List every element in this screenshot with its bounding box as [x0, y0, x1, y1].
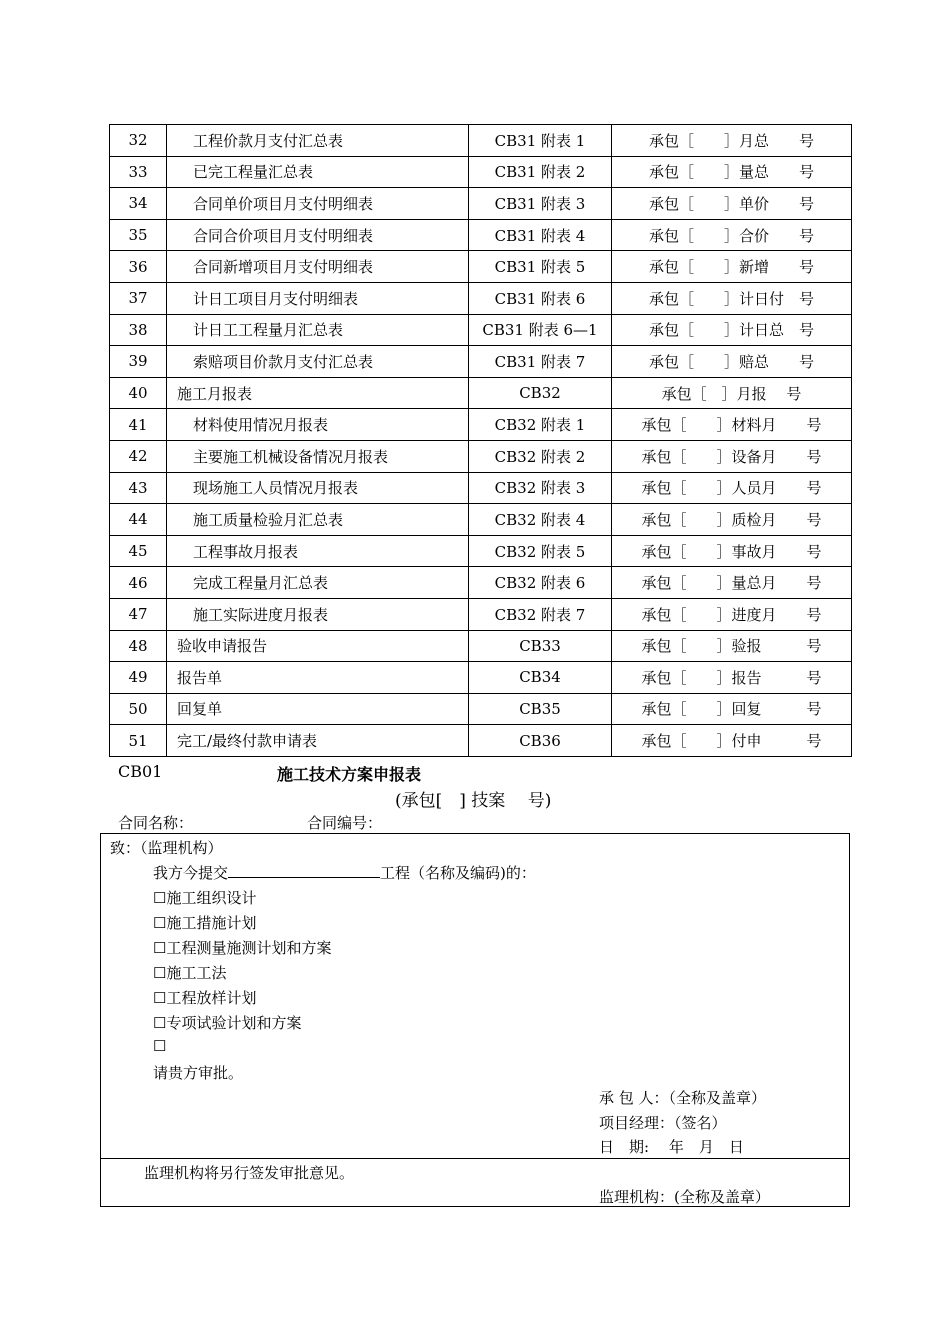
form-ref-number: 承包［ ］计日付 号 — [612, 282, 852, 314]
form-code-cell: CB31 附表 7 — [469, 346, 612, 378]
form-code-cell: CB36 — [469, 725, 612, 757]
form-ref-number: 承包［ ］质检月 号 — [612, 504, 852, 536]
table-row — [110, 598, 852, 630]
form-name: 回复单 — [167, 693, 469, 725]
submit-suffix: 工程（名称及编码)的： — [380, 864, 536, 882]
table-row — [110, 377, 852, 409]
application-form-box — [100, 833, 850, 1207]
form-code-cell: CB32 附表 1 — [469, 409, 612, 441]
form-code-cell: CB34 — [469, 662, 612, 694]
form-name: 现场施工人员情况月报表 — [167, 472, 469, 504]
form-name: 施工质量检验月汇总表 — [167, 504, 469, 536]
form-ref-number: 承包［ ］新增 号 — [612, 251, 852, 283]
option-construction-method[interactable]: ☐施工工法 — [153, 964, 227, 982]
table-row — [110, 630, 852, 662]
form-name: 工程事故月报表 — [167, 535, 469, 567]
table-row — [110, 188, 852, 220]
form-name: 施工实际进度月报表 — [167, 598, 469, 630]
request-approval-text: 请贵方审批。 — [153, 1064, 244, 1082]
form-ref-number: 承包［ ］量总月 号 — [612, 567, 852, 599]
form-list-table — [109, 124, 852, 757]
option-survey-plan[interactable]: ☐工程测量施测计划和方案 — [153, 939, 332, 957]
contractor-signature-label: 承 包 人：（全称及盖章） — [599, 1089, 767, 1107]
form-name: 合同新增项目月支付明细表 — [167, 251, 469, 283]
row-number: 51 — [110, 725, 167, 757]
row-number: 35 — [110, 219, 167, 251]
form-name: 验收申请报告 — [167, 630, 469, 662]
form-code-cell: CB31 附表 6—1 — [469, 314, 612, 346]
table-row — [110, 504, 852, 536]
table-row — [110, 314, 852, 346]
row-number: 47 — [110, 598, 167, 630]
form-code: CB01 — [118, 762, 163, 781]
option-blank[interactable]: ☐ — [153, 1037, 167, 1055]
form-name: 工程价款月支付汇总表 — [167, 125, 469, 157]
form-code-cell: CB32 — [469, 377, 612, 409]
form-divider — [101, 1158, 849, 1159]
form-ref-number: 承包［ ］报告 号 — [612, 662, 852, 694]
form-ref-number: 承包［ ］合价 号 — [612, 219, 852, 251]
form-code-cell: CB32 附表 2 — [469, 440, 612, 472]
form-ref-number: 承包［ ］人员月 号 — [612, 472, 852, 504]
form-code-cell: CB31 附表 1 — [469, 125, 612, 157]
form-list-body — [110, 125, 852, 757]
option-special-test-plan[interactable]: ☐专项试验计划和方案 — [153, 1014, 302, 1032]
row-number: 49 — [110, 662, 167, 694]
form-ref-number: 承包［ ］回复 号 — [612, 693, 852, 725]
form-code-cell: CB31 附表 6 — [469, 282, 612, 314]
row-number: 37 — [110, 282, 167, 314]
form-name: 施工月报表 — [167, 377, 469, 409]
form-ref-number: 承包［ ］材料月 号 — [612, 409, 852, 441]
form-ref-number: 承包［ ］设备月 号 — [612, 440, 852, 472]
form-ref-number: 承包［ ］事故月 号 — [612, 535, 852, 567]
table-row — [110, 567, 852, 599]
table-row — [110, 693, 852, 725]
table-row — [110, 535, 852, 567]
project-name-blank[interactable] — [228, 863, 380, 878]
row-number: 43 — [110, 472, 167, 504]
form-name: 索赔项目价款月支付汇总表 — [167, 346, 469, 378]
form-name: 已完工程量汇总表 — [167, 156, 469, 188]
option-construction-design[interactable]: ☐施工组织设计 — [153, 889, 257, 907]
form-subtitle: (承包[ ] 技案 号) — [395, 791, 552, 811]
form-name: 完工/最终付款申请表 — [167, 725, 469, 757]
form-title: 施工技术方案申报表 — [277, 765, 422, 784]
form-name: 主要施工机械设备情况月报表 — [167, 440, 469, 472]
form-code-cell: CB31 附表 5 — [469, 251, 612, 283]
row-number: 32 — [110, 125, 167, 157]
row-number: 50 — [110, 693, 167, 725]
supervisor-signature-label: 监理机构：(全称及盖章） — [599, 1188, 770, 1206]
form-name: 材料使用情况月报表 — [167, 409, 469, 441]
row-number: 48 — [110, 630, 167, 662]
form-code-cell: CB32 附表 6 — [469, 567, 612, 599]
form-code-cell: CB33 — [469, 630, 612, 662]
table-row — [110, 472, 852, 504]
form-ref-number: 承包［ ］量总 号 — [612, 156, 852, 188]
form-ref-number: 承包［ ］赔总 号 — [612, 346, 852, 378]
form-code-cell: CB35 — [469, 693, 612, 725]
table-row — [110, 219, 852, 251]
row-number: 38 — [110, 314, 167, 346]
form-name: 合同单价项目月支付明细表 — [167, 188, 469, 220]
table-row — [110, 156, 852, 188]
row-number: 34 — [110, 188, 167, 220]
form-name: 完成工程量月汇总表 — [167, 567, 469, 599]
contract-no-label: 合同编号： — [307, 814, 383, 832]
form-ref-number: 承包［ ］计日总 号 — [612, 314, 852, 346]
table-row — [110, 440, 852, 472]
form-ref-number: 承包［ ］进度月 号 — [612, 598, 852, 630]
form-ref-number: 承包［ ］月报 号 — [612, 377, 852, 409]
row-number: 46 — [110, 567, 167, 599]
form-ref-number: 承包［ ］验报 号 — [612, 630, 852, 662]
row-number: 39 — [110, 346, 167, 378]
table-row — [110, 409, 852, 441]
table-row — [110, 125, 852, 157]
supervisor-note: 监理机构将另行签发审批意见。 — [144, 1164, 355, 1182]
recipient-line: 致：（监理机构） — [110, 839, 223, 857]
row-number: 36 — [110, 251, 167, 283]
option-construction-measures[interactable]: ☐施工措施计划 — [153, 914, 257, 932]
form-ref-number: 承包［ ］月总 号 — [612, 125, 852, 157]
form-code-cell: CB31 附表 2 — [469, 156, 612, 188]
form-ref-number: 承包［ ］单价 号 — [612, 188, 852, 220]
contract-name-label: 合同名称： — [118, 814, 194, 832]
table-row — [110, 251, 852, 283]
form-name: 计日工工程量月汇总表 — [167, 314, 469, 346]
row-number: 44 — [110, 504, 167, 536]
table-row — [110, 282, 852, 314]
form-code-cell: CB32 附表 7 — [469, 598, 612, 630]
form-code-cell: CB32 附表 3 — [469, 472, 612, 504]
row-number: 40 — [110, 377, 167, 409]
form-code-cell: CB31 附表 4 — [469, 219, 612, 251]
table-row — [110, 725, 852, 757]
form-code-cell: CB32 附表 4 — [469, 504, 612, 536]
row-number: 42 — [110, 440, 167, 472]
form-code-cell: CB31 附表 3 — [469, 188, 612, 220]
form-name: 计日工项目月支付明细表 — [167, 282, 469, 314]
submit-prefix: 我方今提交 — [153, 864, 229, 882]
form-code-cell: CB32 附表 5 — [469, 535, 612, 567]
form-ref-number: 承包［ ］付申 号 — [612, 725, 852, 757]
row-number: 33 — [110, 156, 167, 188]
project-manager-label: 项目经理：（签名） — [599, 1114, 727, 1132]
table-row — [110, 662, 852, 694]
option-setting-out-plan[interactable]: ☐工程放样计划 — [153, 989, 257, 1007]
date-label: 日 期: 年 月 日 — [599, 1138, 744, 1156]
submit-line — [153, 862, 536, 883]
row-number: 41 — [110, 409, 167, 441]
table-row — [110, 346, 852, 378]
form-name: 报告单 — [167, 662, 469, 694]
form-name: 合同合价项目月支付明细表 — [167, 219, 469, 251]
row-number: 45 — [110, 535, 167, 567]
